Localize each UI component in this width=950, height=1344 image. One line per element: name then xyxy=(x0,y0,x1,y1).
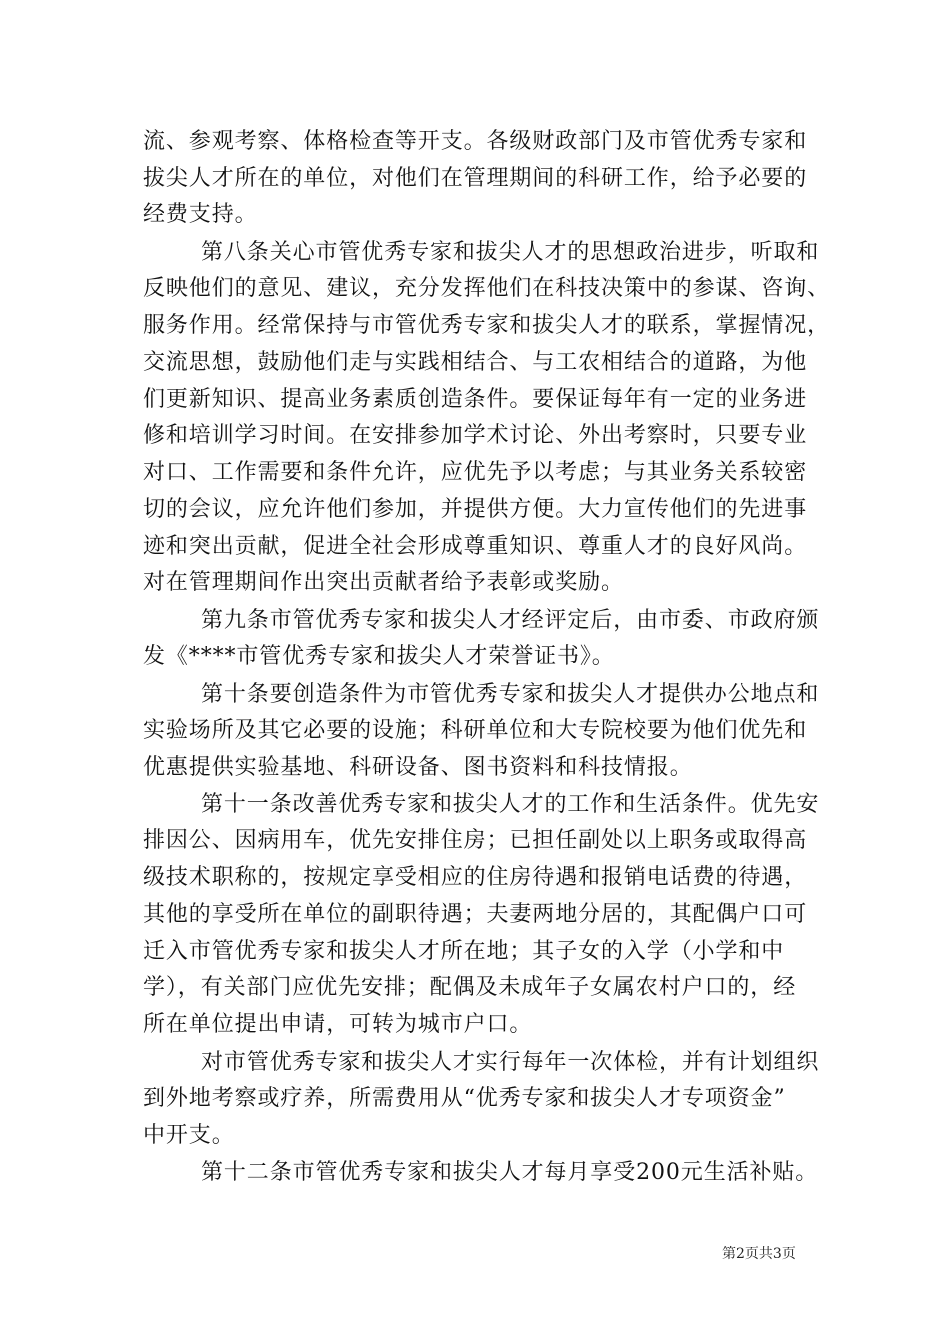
text-line: 服务作用。经常保持与市管优秀专家和拔尖人才的联系，掌握情况， xyxy=(143,313,831,338)
text-line: 拔尖人才所在的单位，对他们在管理期间的科研工作，给予必要的 xyxy=(143,166,808,191)
text-line: 学），有关部门应优先安排；配偶及未成年子女属农村户口的，经 xyxy=(143,975,797,1000)
text-line: 迁入市管优秀专家和拔尖人才所在地；其子女的入学（小学和中 xyxy=(143,939,785,964)
text-line: 中开支。 xyxy=(143,1123,235,1148)
text-line: 所在单位提出申请，可转为城市户口。 xyxy=(143,1012,533,1037)
text-line: 对在管理期间作出突出贡献者给予表彰或奖励。 xyxy=(143,570,624,595)
text-line: 反映他们的意见、建议，充分发挥他们在科技决策中的参谋、咨询、 xyxy=(143,276,831,301)
text-line: 修和培训学习时间。在安排参加学术讨论、外出考察时，只要专业 xyxy=(143,423,808,448)
text-line: 发《****市管优秀专家和拔尖人才荣誉证书》。 xyxy=(143,644,615,669)
text-line: 交流思想，鼓励他们走与实践相结合、与工农相结合的道路，为他 xyxy=(143,350,808,375)
text-line: 实验场所及其它必要的设施；科研单位和大专院校要为他们优先和 xyxy=(143,718,808,743)
page-number: 第2页共3页 xyxy=(722,1246,796,1262)
text-line: 排因公、因病用车，优先安排住房；已担任副处以上职务或取得高 xyxy=(143,828,808,853)
text-line: 第十条要创造条件为市管优秀专家和拔尖人才提供办公地点和 xyxy=(201,682,820,707)
text-line: 优惠提供实验基地、科研设备、图书资料和科技情报。 xyxy=(143,755,693,780)
text-line: 第十二条市管优秀专家和拔尖人才每月享受200元生活补贴。 xyxy=(201,1160,819,1185)
text-line: 第九条市管优秀专家和拔尖人才经评定后，由市委、市政府颁 xyxy=(201,608,820,633)
text-line: 对市管优秀专家和拔尖人才实行每年一次体检，并有计划组织 xyxy=(201,1050,820,1075)
text-line: 其他的享受所在单位的副职待遇；夫妻两地分居的，其配偶户口可 xyxy=(143,902,808,927)
text-line: 到外地考察或疗养，所需费用从“优秀专家和拔尖人才专项资金” xyxy=(143,1086,786,1111)
text-line: 对口、工作需要和条件允许，应优先予以考虑；与其业务关系较密 xyxy=(143,460,808,485)
text-line: 迹和突出贡献，促进全社会形成尊重知识、尊重人才的良好风尚。 xyxy=(143,534,808,559)
text-line: 第八条关心市管优秀专家和拔尖人才的思想政治进步，听取和 xyxy=(201,240,820,265)
text-line: 流、参观考察、体格检查等开支。各级财政部门及市管优秀专家和 xyxy=(143,129,808,154)
text-line: 经费支持。 xyxy=(143,202,258,227)
text-line: 们更新知识、提高业务素质创造条件。要保证每年有一定的业务进 xyxy=(143,387,808,412)
text-line: 级技术职称的，按规定享受相应的住房待遇和报销电话费的待遇， xyxy=(143,865,808,890)
text-line: 切的会议，应允许他们参加，并提供方便。大力宣传他们的先进事 xyxy=(143,497,808,522)
text-line: 第十一条改善优秀专家和拔尖人才的工作和生活条件。优先安 xyxy=(201,792,820,817)
